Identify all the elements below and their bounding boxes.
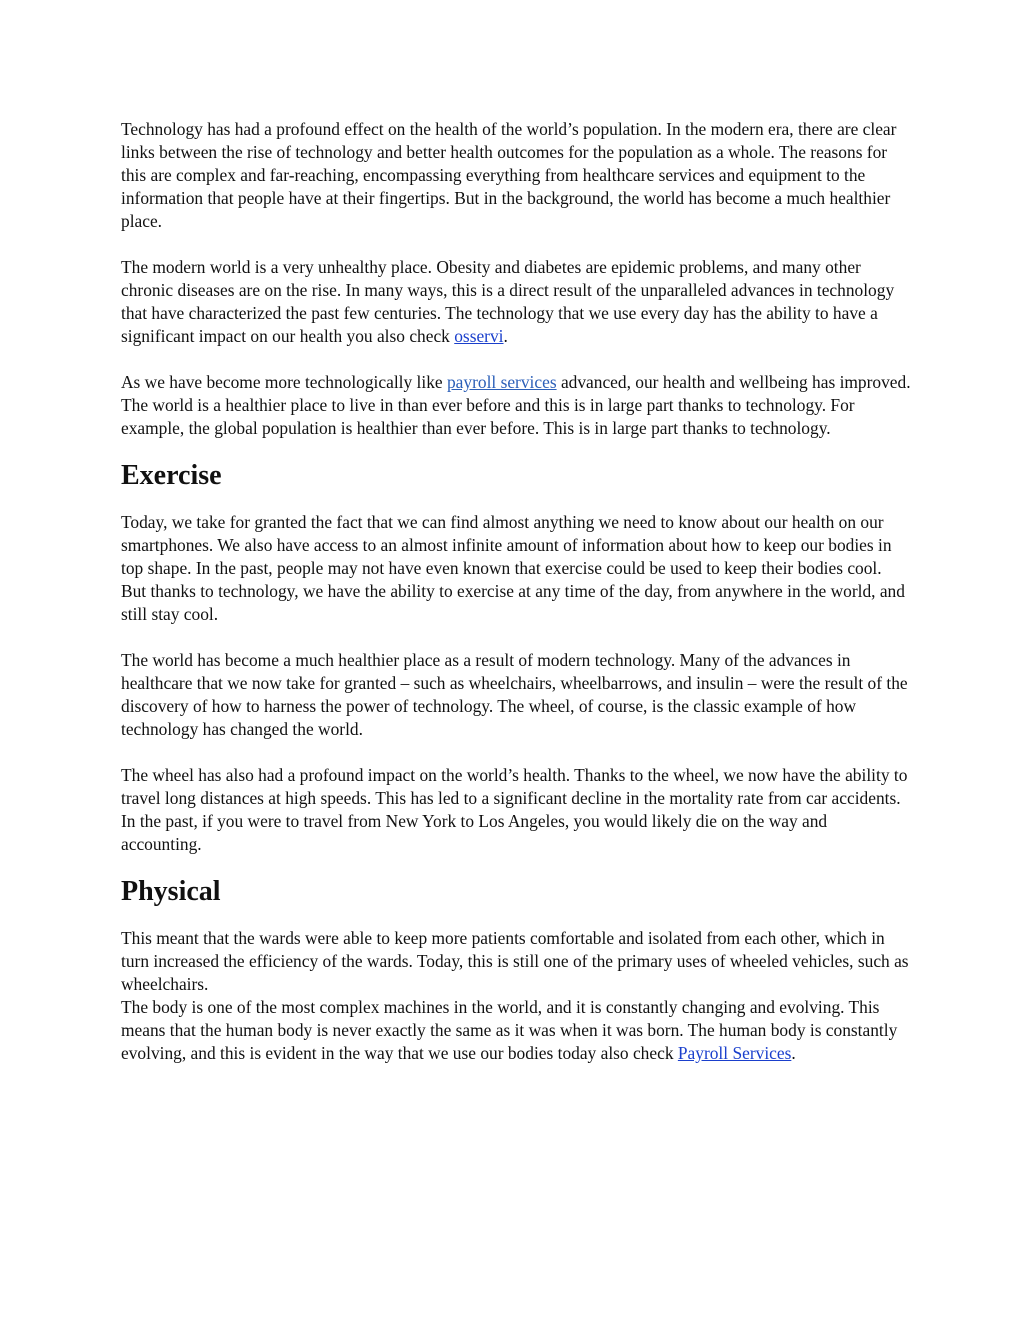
payroll-services-link[interactable]: payroll services: [446, 372, 557, 392]
paragraph-text: .: [503, 326, 508, 346]
paragraph-technologically: [121, 371, 911, 440]
paragraph-body: [121, 996, 911, 1065]
paragraph-text: The modern world is a very unhealthy place. Obesity and diabetes are epidemic problems, and many other chronic diseases are on the rise. In many ways, this is a direct result of the unparalleled advances in technology that have characterized the past few centuries. The technology that we use every day has the ability to have a significant impact on our health you also check: [121, 257, 895, 346]
intro-paragraph: Technology has had a profound effect on the health of the world’s population. In the modern era, there are clear links between the rise of technology and better health outcomes for the population as a whole. The reasons for this are complex and far-reaching, encompassing everything from healthcare services and equipment to the information that people have at their fingertips. But in the background, the world has become a much healthier place.: [121, 119, 897, 231]
paragraph-healthier-place: The world has become a much healthier place as a result of modern technology. Many of the advances in healthcare that we now take for granted – such as wheelchairs, wheelbarrows, and insulin – were the result of the discovery of how to harness the power of technology. The wheel, of course, is the classic example of how technology has changed the world.: [121, 650, 908, 739]
payroll-services-link-2[interactable]: Payroll Services: [677, 1043, 792, 1063]
paragraph-wheel: The wheel has also had a profound impact on the world’s health. Thanks to the wheel, we now have the ability to travel long distances at high speeds. This has led to a significant decline in the mortality rate from car accidents. In the past, if you were to travel from New York to Los Angeles, you would likely die on the way and accounting.: [121, 765, 908, 854]
paragraph-smartphones: Today, we take for granted the fact that we can find almost anything we need to know about our health on our smartphones. We also have access to an almost infinite amount of information about how to keep our bodies in top shape. In the past, people may not have even known that exercise could be used to keep their bodies cool. But thanks to technology, we have the ability to exercise at any time of the day, from anywhere in the world, and still stay cool.: [121, 512, 905, 624]
paragraph-text: advanced, our health and wellbeing has improved. The world is a healthier place to live in than ever before and this is in large part thanks to technology. For example, the global population is healthier than ever before. This is in large part thanks to technology.: [121, 372, 911, 438]
paragraph-text: The body is one of the most complex machines in the world, and it is constantly changing and evolving. This means that the human body is never exactly the same as it was when it was born. The human body is constantly evolving, and this is evident in the way that we use our bodies today also check: [121, 997, 898, 1063]
heading-exercise: Exercise: [121, 460, 222, 491]
paragraph-text: .: [791, 1043, 796, 1063]
paragraph-wards: This meant that the wards were able to keep more patients comfortable and isolated from each other, which in turn increased the efficiency of the wards. Today, this is still one of the primary uses of wheeled vehicles, such as wheelchairs.: [121, 928, 909, 994]
paragraph-unhealthy-world: [121, 256, 911, 348]
osservi-link[interactable]: osservi: [454, 326, 504, 346]
paragraph-text: As we have become more technologically like: [121, 372, 447, 392]
heading-physical: Physical: [121, 876, 221, 907]
document-page: [121, 118, 911, 1065]
